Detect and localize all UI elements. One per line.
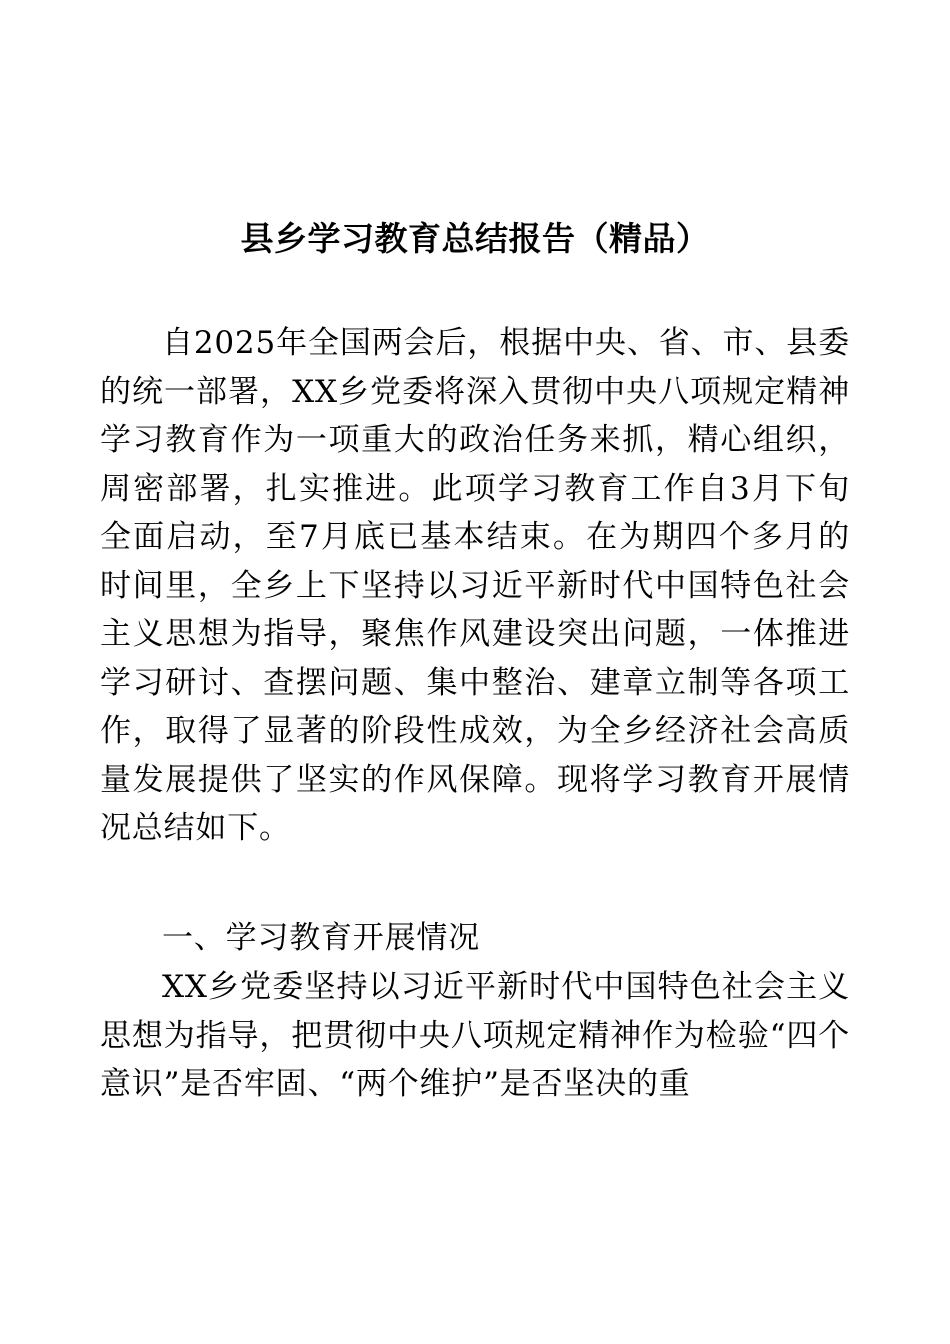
- intro-paragraph: 自2025年全国两会后，根据中央、省、市、县委的统一部署，XX乡党委将深入贯彻中央八项规定精神学习教育作为一项重大的政治任务来抓，精心组织，周密部署，扎实推进。此项学习教育工作自3月下旬全面启动，至7月底已基本结束。在为期四个多月的时间里，全乡上下坚持以习近平新时代中国特色社会主义思想为指导，聚焦作风建设突出问题，一体推进学习研讨、查摆问题、集中整治、建章立制等各项工作，取得了显著的阶段性成效，为全乡经济社会高质量发展提供了坚实的作风保障。现将学习教育开展情况总结如下。: [100, 325, 850, 846]
- document-title: 县乡学习教育总结报告（精品）: [240, 219, 710, 258]
- section-heading: 一、学习教育开展情况: [162, 920, 480, 956]
- section-paragraph: XX乡党委坚持以习近平新时代中国特色社会主义思想为指导，把贯彻中央八项规定精神作为检验“四个意识”是否牢固、“两个维护”是否坚决的重: [100, 969, 850, 1102]
